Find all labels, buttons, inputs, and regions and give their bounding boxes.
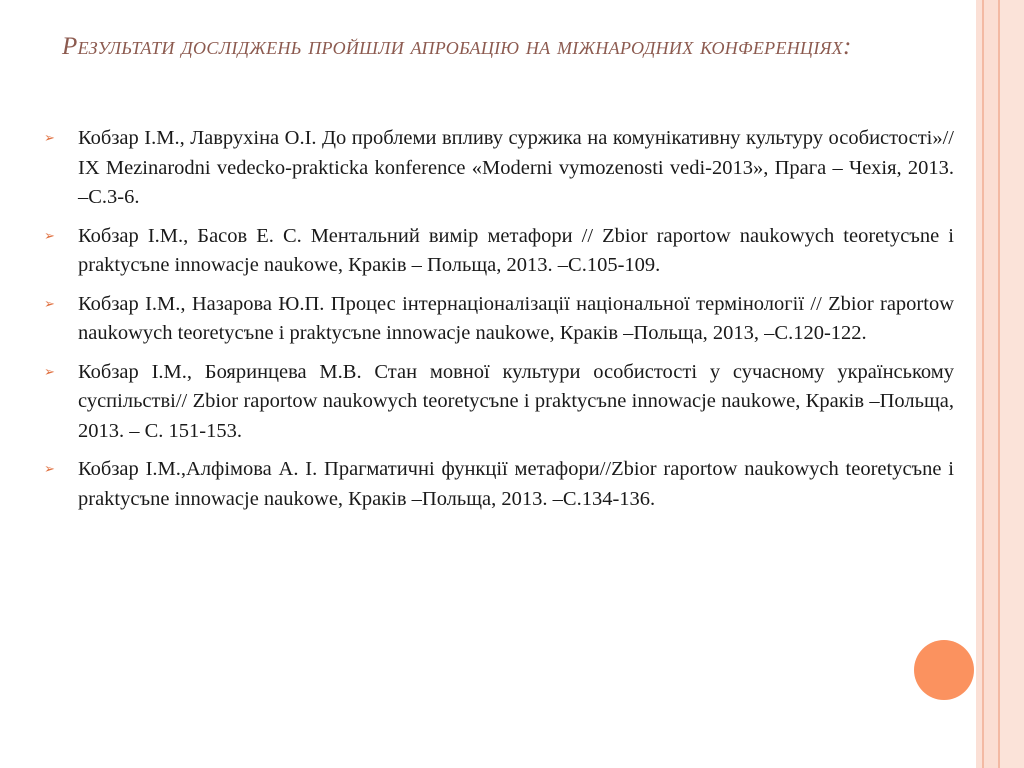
list-item-text: Кобзар І.М., Басов Е. С. Ментальний вимір метафори // Zbior raportow naukowych teoretycъne i praktycъne innowacje naukowe, Краків – Польща, 2013. –С.105-109. — [78, 224, 954, 276]
list-item-text: Кобзар І.М., Бояринцева М.В. Стан мовної культури особистості у сучасному українському суспільстві// Zbior raportow naukowych teoretycъne i praktycъne innowacje naukowe, Краків –Польща, 2013. – С. 151-153. — [78, 360, 954, 442]
list-item — [44, 455, 954, 514]
slide-title: Результати досліджень пройшли апробацію на міжнародних конференціях: — [62, 33, 852, 60]
list-item — [44, 222, 954, 281]
list-item — [44, 358, 954, 447]
list-item — [44, 124, 954, 213]
decorative-circle — [914, 640, 974, 700]
chevron-right-icon: ➢ — [44, 462, 55, 477]
chevron-right-icon: ➢ — [44, 131, 55, 146]
stripe — [984, 0, 998, 768]
chevron-right-icon: ➢ — [44, 364, 55, 380]
list-item-text: Кобзар І.М., Лаврухіна О.І. До проблеми впливу суржика на комунікативну культуру особистості»// IX Mezinarodni vedecko-prakticka konference «Moderni vymozenosti vedi-2013», Прага – Чехія, 2013. –С.3-6. — [78, 127, 954, 208]
chevron-right-icon: ➢ — [44, 228, 55, 244]
conference-list — [44, 124, 954, 523]
decorative-side-stripes — [976, 0, 1024, 768]
list-item-text: Кобзар І.М.,Алфімова А. І. Прагматичні функції метафори//Zbior raportow naukowych teoretycъne i praktycъne innowacje naukowe, Краків –Польща, 2013. –С.134-136. — [78, 458, 954, 510]
list-item-text: Кобзар І.М., Назарова Ю.П. Процес інтернаціоналізації національної термінології // Zbior raportow naukowych teoretycъne i praktycъne innowacje naukowe, Краків –Польща, 2013, –С.120-122. — [78, 292, 954, 344]
stripe — [1000, 0, 1024, 768]
list-item — [44, 290, 954, 349]
chevron-right-icon: ➢ — [44, 296, 55, 312]
